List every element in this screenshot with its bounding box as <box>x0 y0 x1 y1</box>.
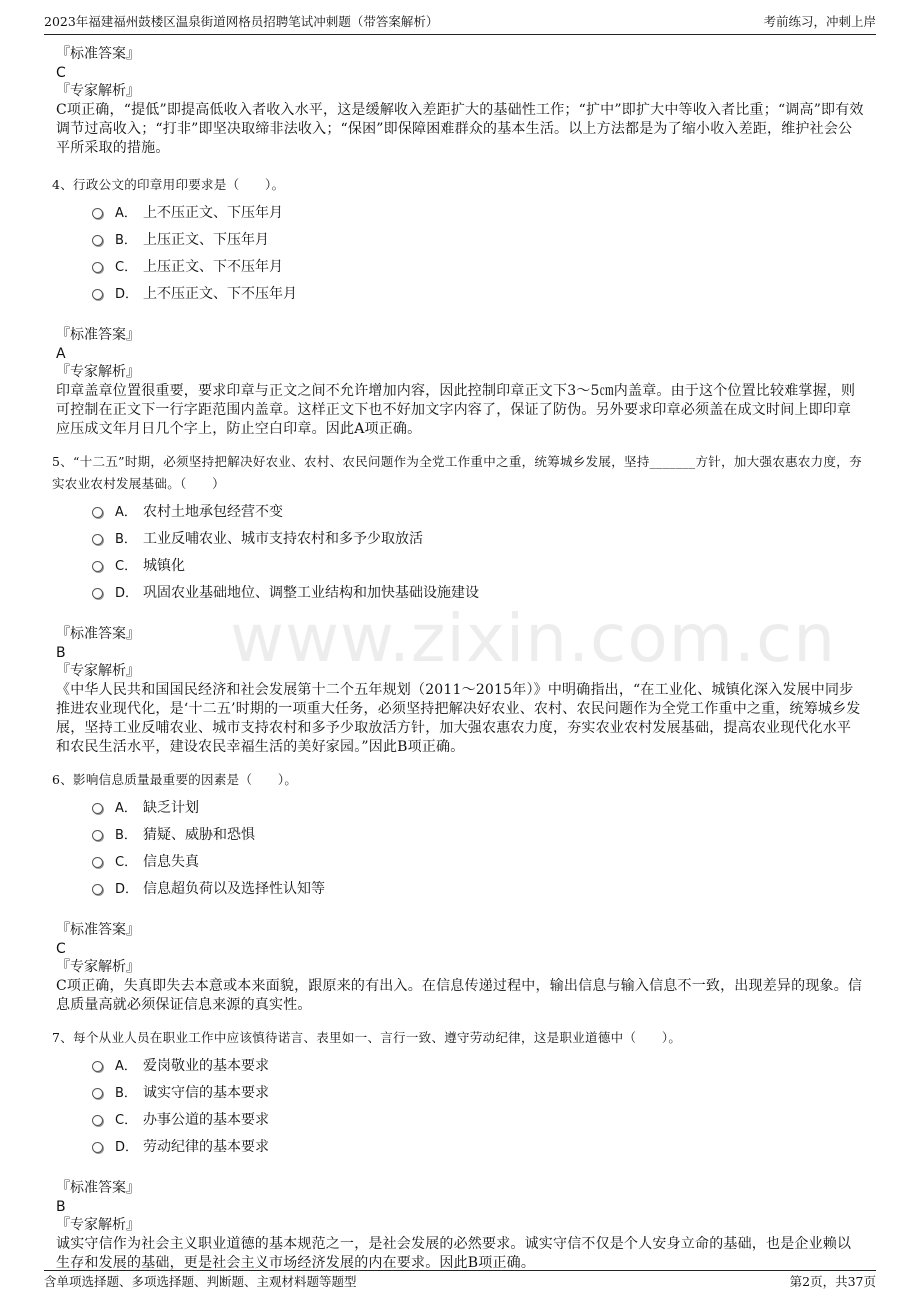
question-title: 7、每个从业人员在职业工作中应该慎待诺言、表里如一、言行一致、遵守劳动纪律，这是职业道德中（ ）。 <box>52 1030 682 1045</box>
standard-answer-value: B <box>56 645 66 661</box>
expert-analysis-label: 『专家解析』 <box>56 83 140 99</box>
question-4 <box>52 174 864 439</box>
option-c[interactable]: C． 城镇化 <box>92 553 864 580</box>
expert-analysis-label: 『专家解析』 <box>56 959 140 975</box>
question-title: 5、“十二五”时期，必须坚持把解决好农业、农村、农民问题作为全党工作重中之重，统筹城乡发展，坚持_______方针，加大强农惠农力度，夯实农业农村发展基础。（ ） <box>52 454 862 491</box>
expert-analysis-text: C项正确，“提低”即提高低收入者收入水平，这是缓解收入差距扩大的基础性工作；“扩中”即扩大中等收入者比重；“调高”即有效调节过高收入；“打非”即坚决取缔非法收入；“保困”即保障困难群众的基本生活。以上方法都是为了缩小收入差距，维护社会公平所采取的措施。 <box>56 102 864 156</box>
standard-answer-label: 『标准答案』 <box>56 626 140 642</box>
standard-answer-label: 『标准答案』 <box>56 1180 140 1196</box>
radio-icon[interactable] <box>92 857 103 868</box>
radio-icon[interactable] <box>92 534 103 545</box>
option-a[interactable]: A． 农村土地承包经营不变 <box>92 499 864 526</box>
radio-icon[interactable] <box>92 507 103 518</box>
radio-icon[interactable] <box>92 1115 103 1126</box>
header-slogan: 考前练习，冲刺上岸 <box>763 14 876 29</box>
expert-analysis-text: 印章盖章位置很重要，要求印章与正文之间不允许增加内容，因此控制印章正文下3～5㎝内盖章。由于这个位置比较难掌握，则可控制在正文下一行字距范围内盖章。这样正文下也不好加文字内容了，保证了防伪。另外要求印章必须盖在成文时间上即印章应压成文年月日几个字上，防止空白印章。因此A项正确。 <box>56 383 856 437</box>
document-title: 2023年福建福州鼓楼区温泉街道网格员招聘笔试冲刺题（带答案解析） <box>44 14 439 29</box>
option-list <box>92 200 864 308</box>
expert-analysis-label: 『专家解析』 <box>56 364 140 380</box>
option-d[interactable]: D． 巩固农业基础地位、调整工业结构和加快基础设施建设 <box>92 580 864 607</box>
standard-answer-value: C <box>56 65 66 81</box>
expert-analysis-label: 『专家解析』 <box>56 663 140 679</box>
question-5 <box>52 451 864 757</box>
question-7 <box>52 1027 864 1273</box>
standard-answer-label: 『标准答案』 <box>56 327 140 343</box>
expert-analysis-text: 诚实守信作为社会主义职业道德的基本规范之一，是社会发展的必然要求。诚实守信不仅是个人安身立命的基础，也是企业赖以生存和发展的基础，更是社会主义市场经济发展的内在要求。因此B项正确。 <box>56 1236 852 1271</box>
radio-icon[interactable] <box>92 289 103 300</box>
document-body <box>52 45 864 1273</box>
option-a[interactable]: A． 缺乏计划 <box>92 795 864 822</box>
page-number: 第2页，共37页 <box>789 1274 876 1289</box>
expert-analysis-label: 『专家解析』 <box>56 1217 140 1233</box>
radio-icon[interactable] <box>92 262 103 273</box>
option-a[interactable]: A． 爱岗敬业的基本要求 <box>92 1053 864 1080</box>
radio-icon[interactable] <box>92 235 103 246</box>
radio-icon[interactable] <box>92 588 103 599</box>
radio-icon[interactable] <box>92 561 103 572</box>
radio-icon[interactable] <box>92 1142 103 1153</box>
standard-answer-value: A <box>56 346 66 362</box>
option-list <box>92 499 864 607</box>
standard-answer-value: B <box>56 1199 66 1215</box>
page-footer <box>44 1270 876 1295</box>
question-title: 6、影响信息质量最重要的因素是（ ）。 <box>52 772 298 787</box>
radio-icon[interactable] <box>92 1088 103 1099</box>
option-a[interactable]: A． 上不压正文、下压年月 <box>92 200 864 227</box>
watermark: www.zixin.com.cn <box>230 600 837 677</box>
prev-question-answer-block <box>56 45 864 158</box>
option-list <box>92 1053 864 1161</box>
question-title: 4、行政公文的印章用印要求是（ ）。 <box>52 177 285 192</box>
expert-analysis-text: C项正确，失真即失去本意或本来面貌，跟原来的有出入。在信息传递过程中，输出信息与输入信息不一致，出现差异的现象。信息质量高就必须保证信息来源的真实性。 <box>56 978 863 1013</box>
option-d[interactable]: D． 信息超负荷以及选择性认知等 <box>92 876 864 903</box>
question-types-note: 含单项选择题、多项选择题、判断题、主观材料题等题型 <box>44 1274 357 1289</box>
page-header <box>44 12 876 35</box>
option-b[interactable]: B． 工业反哺农业、城市支持农村和多予少取放活 <box>92 526 864 553</box>
option-c[interactable]: C． 上压正文、下不压年月 <box>92 254 864 281</box>
option-b[interactable]: B． 上压正文、下压年月 <box>92 227 864 254</box>
standard-answer-value: C <box>56 941 66 957</box>
question-6 <box>52 769 864 1015</box>
option-list <box>92 795 864 903</box>
expert-analysis-text: 《中华人民共和国国民经济和社会发展第十二个五年规划（2011～2015年）》中明确指出，“在工业化、城镇化深入发展中同步推进农业现代化，是‘十二五’时期的一项重大任务，必须坚持把解决好农业、农村、农民问题作为全党工作重中之重，统筹城乡发展，坚持工业反哺农业、城市支持农村和多予少取放活方针，加大强农惠农力度，夯实农业农村发展基础，提高农业现代化水平和农民生活水平，建设农民幸福生活的美好家园。”因此B项正确。 <box>56 682 861 755</box>
option-c[interactable]: C． 信息失真 <box>92 849 864 876</box>
option-b[interactable]: B． 猜疑、威胁和恐惧 <box>92 822 864 849</box>
radio-icon[interactable] <box>92 1061 103 1072</box>
standard-answer-label: 『标准答案』 <box>56 922 140 938</box>
option-b[interactable]: B． 诚实守信的基本要求 <box>92 1080 864 1107</box>
radio-icon[interactable] <box>92 208 103 219</box>
option-d[interactable]: D． 劳动纪律的基本要求 <box>92 1134 864 1161</box>
radio-icon[interactable] <box>92 803 103 814</box>
radio-icon[interactable] <box>92 830 103 841</box>
option-c[interactable]: C． 办事公道的基本要求 <box>92 1107 864 1134</box>
radio-icon[interactable] <box>92 884 103 895</box>
standard-answer-label: 『标准答案』 <box>56 46 140 62</box>
option-d[interactable]: D． 上不压正文、下不压年月 <box>92 281 864 308</box>
